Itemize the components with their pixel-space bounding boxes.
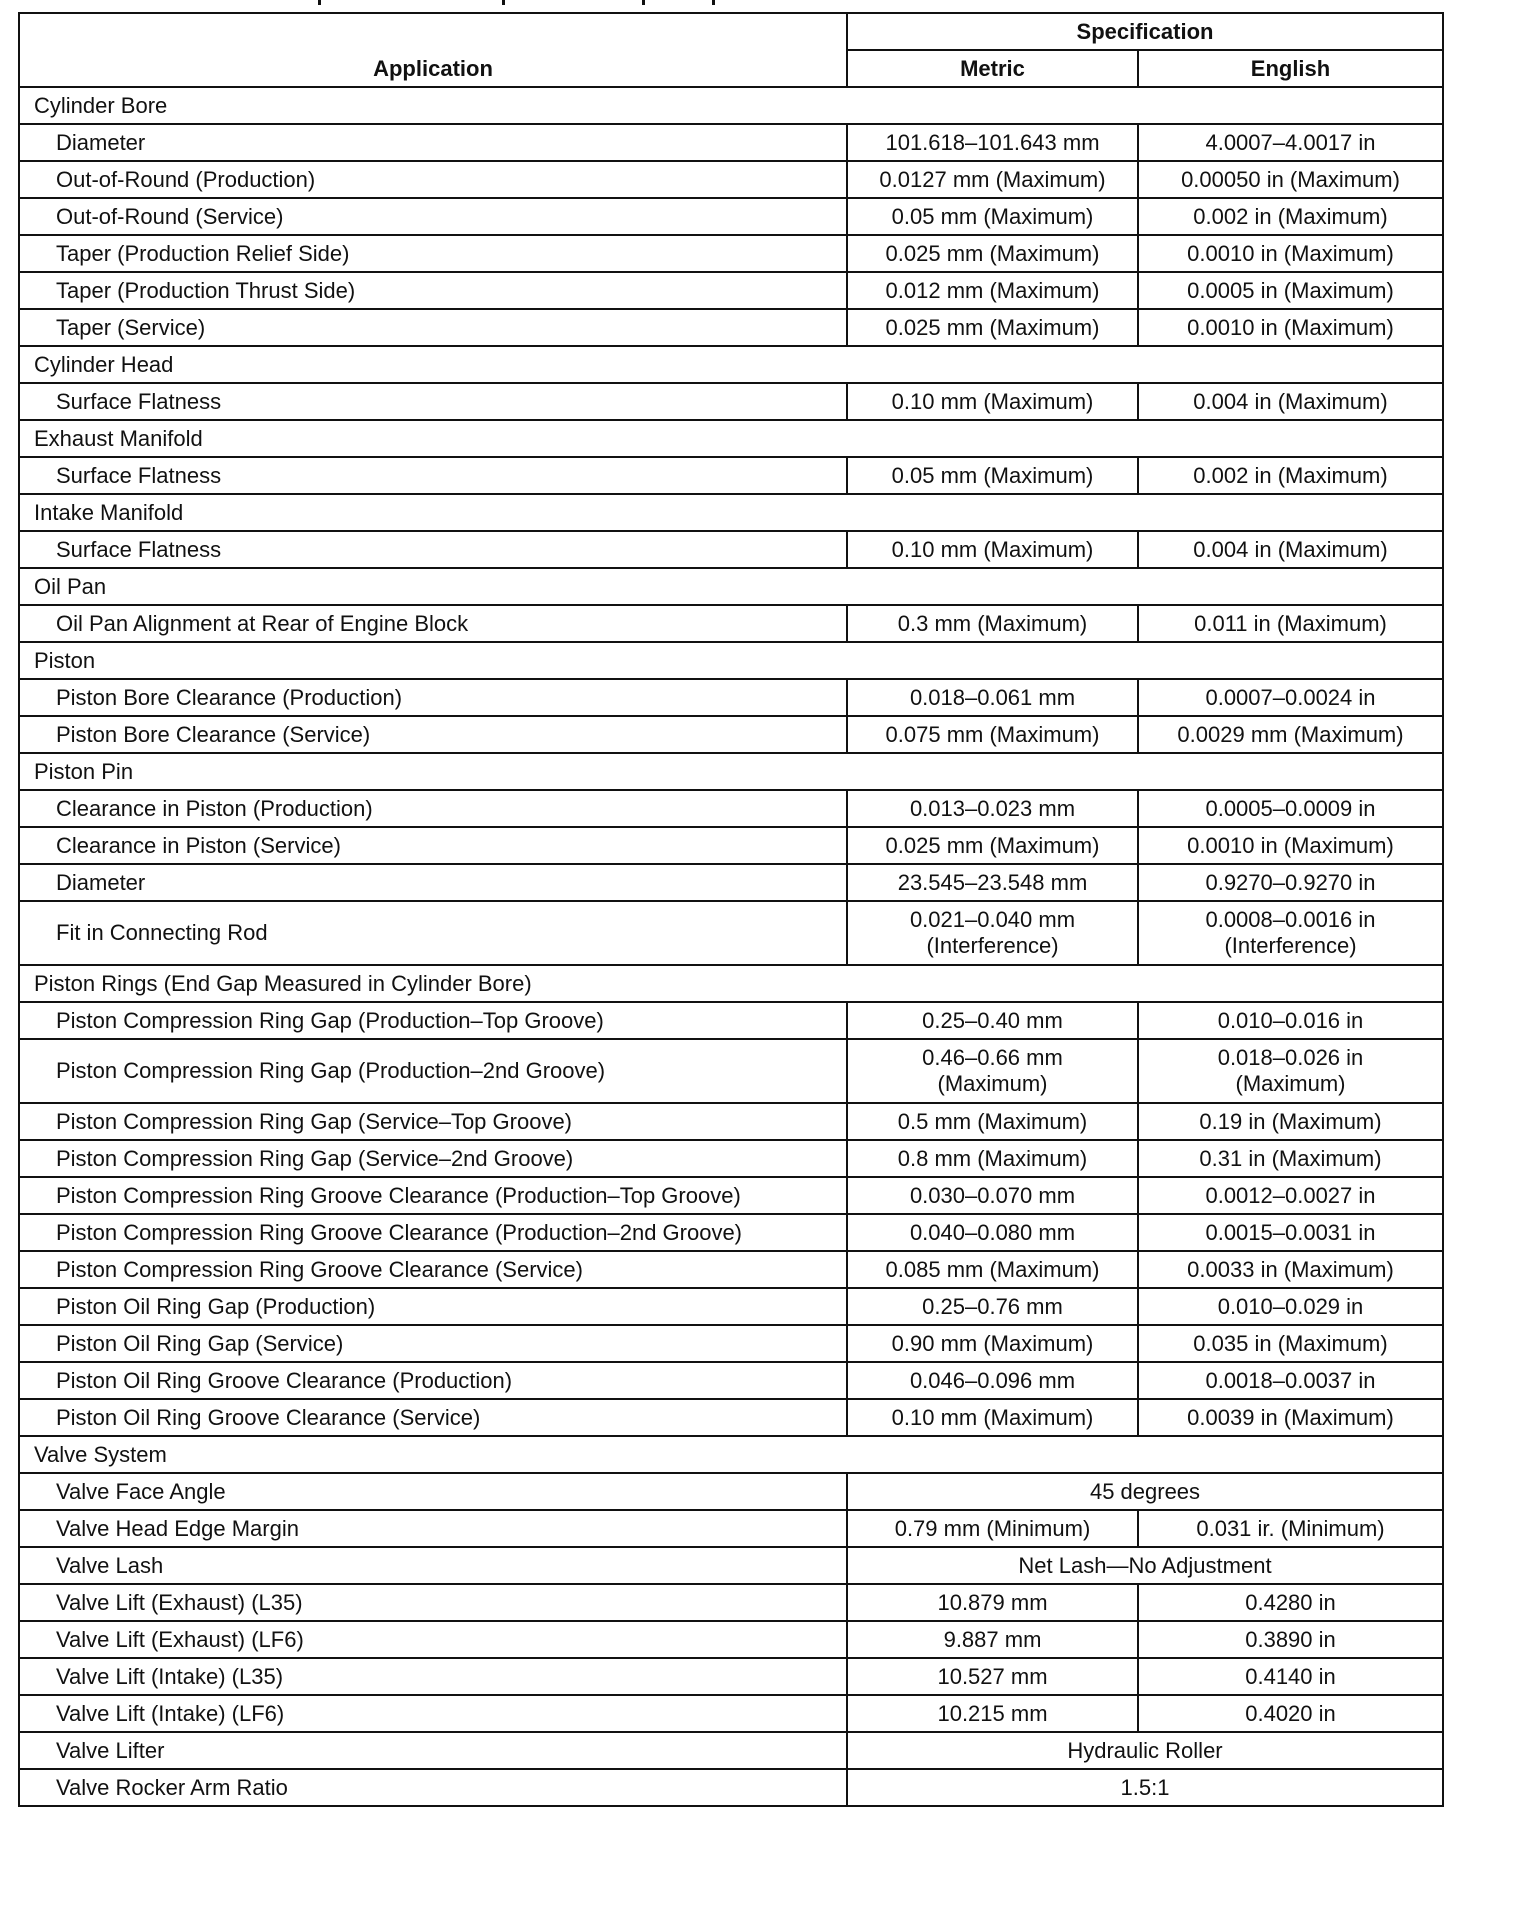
section-row xyxy=(19,642,1443,679)
english-cell-text: 0.004 in (Maximum) xyxy=(1193,536,1388,562)
metric-cell xyxy=(847,1103,1138,1140)
section-row xyxy=(19,87,1443,124)
section-heading xyxy=(19,494,1443,531)
english-cell-text: 0.011 in (Maximum) xyxy=(1194,610,1387,636)
english-cell-text: 0.0007–0.0024 in xyxy=(1205,684,1376,710)
application-cell-text: Out-of-Round (Production) xyxy=(56,166,316,192)
english-cell-text: 0.018–0.026 in xyxy=(1217,1045,1364,1070)
application-cell-text: Piston Compression Ring Gap (Production–2nd Groove) xyxy=(56,1058,606,1083)
table-row xyxy=(19,272,1443,309)
metric-cell-text: 0.05 mm (Maximum) xyxy=(891,203,1094,229)
english-cell-text: 0.002 in (Maximum) xyxy=(1193,462,1388,488)
application-cell xyxy=(19,901,847,965)
specification-cell xyxy=(847,1547,1443,1584)
english-cell xyxy=(1138,383,1443,420)
metric-cell xyxy=(847,1510,1138,1547)
table-row xyxy=(19,1103,1443,1140)
english-cell xyxy=(1138,605,1443,642)
table-body xyxy=(19,87,1443,1806)
metric-cell xyxy=(847,531,1138,568)
application-cell xyxy=(19,827,847,864)
table-row xyxy=(19,1621,1443,1658)
english-cell xyxy=(1138,827,1443,864)
english-cell xyxy=(1138,1325,1443,1362)
application-cell-text: Piston Bore Clearance (Production) xyxy=(56,684,403,710)
metric-cell xyxy=(847,1251,1138,1288)
table-row xyxy=(19,198,1443,235)
english-cell xyxy=(1138,1362,1443,1399)
application-cell-text: Clearance in Piston (Service) xyxy=(56,832,341,858)
table-row xyxy=(19,1473,1443,1510)
application-cell xyxy=(19,1140,847,1177)
application-cell xyxy=(19,864,847,901)
table-row xyxy=(19,790,1443,827)
metric-cell xyxy=(847,1325,1138,1362)
english-cell xyxy=(1138,1002,1443,1039)
application-cell-text: Valve Lift (Intake) (L35) xyxy=(56,1663,284,1689)
metric-cell-text: 0.10 mm (Maximum) xyxy=(891,536,1094,562)
application-cell xyxy=(19,309,847,346)
section-heading-text: Cylinder Head xyxy=(34,351,174,377)
application-cell xyxy=(19,716,847,753)
metric-cell xyxy=(847,679,1138,716)
english-cell xyxy=(1138,309,1443,346)
section-row xyxy=(19,346,1443,383)
english-cell xyxy=(1138,531,1443,568)
metric-cell xyxy=(847,309,1138,346)
application-cell xyxy=(19,457,847,494)
english-cell-text: 4.0007–4.0017 in xyxy=(1205,129,1376,155)
english-cell-text: 0.002 in (Maximum) xyxy=(1193,203,1388,229)
section-heading-text: Exhaust Manifold xyxy=(34,425,203,451)
table-row xyxy=(19,1002,1443,1039)
table-row xyxy=(19,1769,1443,1806)
application-cell xyxy=(19,1103,847,1140)
metric-cell-text: 101.618–101.643 mm xyxy=(885,129,1100,155)
application-cell xyxy=(19,161,847,198)
english-cell xyxy=(1138,864,1443,901)
english-cell xyxy=(1138,716,1443,753)
application-cell xyxy=(19,1547,847,1584)
metric-cell-text: 0.5 mm (Maximum) xyxy=(897,1108,1088,1134)
english-cell-text: 0.031 ir. (Minimum) xyxy=(1196,1515,1385,1541)
english-cell-text: 0.0018–0.0037 in xyxy=(1205,1367,1376,1393)
application-cell xyxy=(19,1362,847,1399)
english-cell-text: 0.0005 in (Maximum) xyxy=(1187,277,1394,303)
table-row xyxy=(19,1251,1443,1288)
english-cell-text: 0.0010 in (Maximum) xyxy=(1187,832,1394,858)
specification-cell xyxy=(847,1732,1443,1769)
english-cell-text: 0.4140 in xyxy=(1245,1663,1336,1689)
english-cell-text: (Interference) xyxy=(1224,933,1357,958)
english-cell-text: 0.4020 in xyxy=(1245,1700,1336,1726)
section-row xyxy=(19,1436,1443,1473)
metric-cell-text: 9.887 mm xyxy=(943,1626,1042,1652)
metric-cell-text: 0.25–0.76 mm xyxy=(922,1293,1063,1319)
section-heading-text: Valve System xyxy=(34,1441,167,1467)
table-row xyxy=(19,827,1443,864)
section-row xyxy=(19,753,1443,790)
application-cell-text: Diameter xyxy=(56,129,146,155)
metric-cell xyxy=(847,1002,1138,1039)
metric-cell xyxy=(847,1288,1138,1325)
table-row xyxy=(19,1140,1443,1177)
section-heading-text: Piston xyxy=(34,647,96,673)
metric-cell-text: 10.527 mm xyxy=(937,1663,1048,1689)
metric-cell-text: 0.030–0.070 mm xyxy=(909,1182,1076,1208)
header-english: English xyxy=(1138,50,1443,87)
metric-cell-text: 0.085 mm (Maximum) xyxy=(885,1256,1100,1282)
metric-cell-text: 0.3 mm (Maximum) xyxy=(897,610,1088,636)
english-cell-text: 0.035 in (Maximum) xyxy=(1193,1330,1388,1356)
application-cell xyxy=(19,679,847,716)
metric-cell xyxy=(847,901,1138,965)
english-cell-text: 0.4280 in xyxy=(1245,1589,1336,1615)
metric-cell-text: 0.8 mm (Maximum) xyxy=(897,1145,1088,1171)
metric-cell xyxy=(847,124,1138,161)
metric-cell xyxy=(847,1621,1138,1658)
application-cell xyxy=(19,1039,847,1103)
english-cell xyxy=(1138,679,1443,716)
table-row xyxy=(19,1695,1443,1732)
application-cell-text: Piston Oil Ring Gap (Service) xyxy=(56,1330,344,1356)
section-heading-text: Cylinder Bore xyxy=(34,92,168,118)
english-cell xyxy=(1138,1214,1443,1251)
section-heading xyxy=(19,1436,1443,1473)
application-cell xyxy=(19,1732,847,1769)
application-cell xyxy=(19,1251,847,1288)
metric-cell-text: 0.013–0.023 mm xyxy=(909,795,1076,821)
application-cell-text: Piston Compression Ring Gap (Service–2nd Groove) xyxy=(56,1145,574,1171)
section-heading xyxy=(19,642,1443,679)
application-cell-text: Piston Compression Ring Groove Clearance (Production–Top Groove) xyxy=(56,1182,741,1208)
application-cell xyxy=(19,531,847,568)
header-application: Application xyxy=(19,13,847,87)
metric-cell-text: (Maximum) xyxy=(937,1071,1048,1096)
section-heading xyxy=(19,420,1443,457)
specification-cell-text: 45 degrees xyxy=(1089,1478,1201,1504)
application-cell-text: Taper (Production Thrust Side) xyxy=(56,277,356,303)
application-cell-text: Piston Compression Ring Groove Clearance (Production–2nd Groove) xyxy=(56,1219,743,1245)
application-cell xyxy=(19,1177,847,1214)
specification-cell xyxy=(847,1769,1443,1806)
section-heading xyxy=(19,753,1443,790)
application-cell xyxy=(19,1214,847,1251)
english-cell xyxy=(1138,161,1443,198)
table-row xyxy=(19,1177,1443,1214)
application-cell xyxy=(19,1288,847,1325)
application-cell-text: Piston Oil Ring Groove Clearance (Production) xyxy=(56,1367,513,1393)
table-row xyxy=(19,1510,1443,1547)
metric-cell xyxy=(847,1584,1138,1621)
english-cell xyxy=(1138,1039,1443,1103)
metric-cell xyxy=(847,790,1138,827)
metric-cell xyxy=(847,1362,1138,1399)
section-heading xyxy=(19,568,1443,605)
section-heading xyxy=(19,965,1443,1002)
english-cell xyxy=(1138,1140,1443,1177)
english-cell xyxy=(1138,198,1443,235)
english-cell-text: 0.0010 in (Maximum) xyxy=(1187,240,1394,266)
cropped-text-remnants xyxy=(0,0,1520,10)
english-cell xyxy=(1138,235,1443,272)
metric-cell xyxy=(847,1177,1138,1214)
metric-cell xyxy=(847,827,1138,864)
application-cell xyxy=(19,198,847,235)
metric-cell xyxy=(847,1695,1138,1732)
english-cell-text: 0.0008–0.0016 in xyxy=(1205,907,1376,932)
english-cell xyxy=(1138,1621,1443,1658)
section-row xyxy=(19,420,1443,457)
table-row xyxy=(19,1584,1443,1621)
metric-cell-text: 0.79 mm (Minimum) xyxy=(894,1515,1091,1541)
metric-cell-text: 0.0127 mm (Maximum) xyxy=(879,166,1106,192)
table-row xyxy=(19,864,1443,901)
table-row xyxy=(19,679,1443,716)
metric-cell-text: 0.046–0.096 mm xyxy=(909,1367,1076,1393)
application-cell-text: Piston Oil Ring Gap (Production) xyxy=(56,1293,376,1319)
metric-cell-text: 0.025 mm (Maximum) xyxy=(885,832,1100,858)
application-cell-text: Piston Compression Ring Gap (Production–Top Groove) xyxy=(56,1007,604,1033)
application-cell xyxy=(19,272,847,309)
metric-cell-text: 0.025 mm (Maximum) xyxy=(885,314,1100,340)
metric-cell-text: 0.025 mm (Maximum) xyxy=(885,240,1100,266)
application-cell-text: Surface Flatness xyxy=(56,462,222,488)
metric-cell-text: 0.040–0.080 mm xyxy=(909,1219,1076,1245)
metric-cell-text: 0.10 mm (Maximum) xyxy=(891,388,1094,414)
metric-cell xyxy=(847,1658,1138,1695)
application-cell-text: Clearance in Piston (Production) xyxy=(56,795,373,821)
application-cell-text: Surface Flatness xyxy=(56,536,222,562)
table-row xyxy=(19,1288,1443,1325)
english-cell xyxy=(1138,1251,1443,1288)
table-row xyxy=(19,457,1443,494)
application-cell-text: Piston Compression Ring Gap (Service–Top Groove) xyxy=(56,1108,573,1134)
specification-cell xyxy=(847,1473,1443,1510)
english-cell-text: 0.004 in (Maximum) xyxy=(1193,388,1388,414)
application-cell-text: Out-of-Round (Service) xyxy=(56,203,284,229)
application-cell xyxy=(19,235,847,272)
english-cell-text: (Maximum) xyxy=(1235,1071,1346,1096)
application-cell-text: Valve Lash xyxy=(56,1552,164,1578)
application-cell xyxy=(19,383,847,420)
table-row xyxy=(19,161,1443,198)
english-cell xyxy=(1138,1510,1443,1547)
metric-cell xyxy=(847,1140,1138,1177)
english-cell xyxy=(1138,124,1443,161)
metric-cell-text: 0.012 mm (Maximum) xyxy=(885,277,1100,303)
table-row xyxy=(19,1658,1443,1695)
metric-cell xyxy=(847,864,1138,901)
metric-cell xyxy=(847,272,1138,309)
metric-cell-text: 0.021–0.040 mm xyxy=(909,907,1076,932)
english-cell-text: 0.31 in (Maximum) xyxy=(1199,1145,1382,1171)
english-cell xyxy=(1138,1177,1443,1214)
application-cell xyxy=(19,1510,847,1547)
engine-mechanical-specifications-table xyxy=(18,12,1444,1807)
table-row xyxy=(19,309,1443,346)
application-cell-text: Taper (Production Relief Side) xyxy=(56,240,350,266)
table-row xyxy=(19,716,1443,753)
application-cell xyxy=(19,1002,847,1039)
specification-cell-text: Hydraulic Roller xyxy=(1067,1737,1223,1763)
english-cell xyxy=(1138,1399,1443,1436)
section-heading xyxy=(19,87,1443,124)
metric-cell-text: 10.879 mm xyxy=(937,1589,1048,1615)
table-row xyxy=(19,901,1443,965)
application-cell-text: Oil Pan Alignment at Rear of Engine Block xyxy=(56,610,469,636)
english-cell-text: 0.0015–0.0031 in xyxy=(1205,1219,1376,1245)
application-cell xyxy=(19,605,847,642)
section-row xyxy=(19,494,1443,531)
metric-cell xyxy=(847,1214,1138,1251)
application-cell xyxy=(19,1658,847,1695)
metric-cell-text: 0.46–0.66 mm xyxy=(922,1045,1063,1070)
english-cell-text: 0.010–0.016 in xyxy=(1217,1007,1364,1033)
metric-cell xyxy=(847,198,1138,235)
application-cell xyxy=(19,1769,847,1806)
application-cell xyxy=(19,1621,847,1658)
table-row xyxy=(19,1214,1443,1251)
application-cell-text: Diameter xyxy=(56,869,146,895)
table-row xyxy=(19,1732,1443,1769)
english-cell-text: 0.19 in (Maximum) xyxy=(1199,1108,1382,1134)
metric-cell xyxy=(847,383,1138,420)
english-cell-text: 0.010–0.029 in xyxy=(1217,1293,1364,1319)
english-cell-text: 0.0010 in (Maximum) xyxy=(1187,314,1394,340)
metric-cell xyxy=(847,605,1138,642)
table-row xyxy=(19,605,1443,642)
metric-cell-text: 0.10 mm (Maximum) xyxy=(891,1404,1094,1430)
table-row xyxy=(19,1325,1443,1362)
metric-cell-text: 0.075 mm (Maximum) xyxy=(885,721,1100,747)
application-cell xyxy=(19,1325,847,1362)
application-cell xyxy=(19,124,847,161)
section-heading-text: Piston Pin xyxy=(34,758,134,784)
header-specification: Specification xyxy=(847,13,1443,50)
application-cell-text: Valve Lifter xyxy=(56,1737,165,1763)
application-cell-text: Taper (Service) xyxy=(56,314,206,340)
english-cell xyxy=(1138,901,1443,965)
english-cell-text: 0.0039 in (Maximum) xyxy=(1187,1404,1394,1430)
application-cell-text: Valve Lift (Exhaust) (L35) xyxy=(56,1589,303,1615)
english-cell xyxy=(1138,1103,1443,1140)
table-row xyxy=(19,124,1443,161)
header-metric: Metric xyxy=(847,50,1138,87)
application-cell-text: Valve Lift (Intake) (LF6) xyxy=(56,1700,285,1726)
metric-cell xyxy=(847,161,1138,198)
table-row xyxy=(19,235,1443,272)
english-cell xyxy=(1138,1695,1443,1732)
application-cell-text: Valve Lift (Exhaust) (LF6) xyxy=(56,1626,304,1652)
metric-cell-text: 0.25–0.40 mm xyxy=(922,1007,1063,1033)
application-cell-text: Piston Compression Ring Groove Clearance (Service) xyxy=(56,1256,583,1282)
metric-cell xyxy=(847,1039,1138,1103)
section-heading-text: Intake Manifold xyxy=(34,499,184,525)
table-row xyxy=(19,383,1443,420)
application-cell xyxy=(19,790,847,827)
metric-cell xyxy=(847,235,1138,272)
table-row xyxy=(19,1547,1443,1584)
section-heading-text: Piston Rings (End Gap Measured in Cylinder Bore) xyxy=(34,970,532,996)
english-cell-text: 0.0029 mm (Maximum) xyxy=(1177,721,1404,747)
metric-cell-text: 0.05 mm (Maximum) xyxy=(891,462,1094,488)
table-row xyxy=(19,1399,1443,1436)
english-cell xyxy=(1138,1658,1443,1695)
specification-cell-text: 1.5:1 xyxy=(1120,1774,1170,1800)
application-cell xyxy=(19,1399,847,1436)
metric-cell-text: 0.90 mm (Maximum) xyxy=(891,1330,1094,1356)
table-row xyxy=(19,1039,1443,1103)
english-cell xyxy=(1138,457,1443,494)
metric-cell xyxy=(847,716,1138,753)
english-cell-text: 0.0033 in (Maximum) xyxy=(1187,1256,1394,1282)
application-cell-text: Piston Oil Ring Groove Clearance (Service) xyxy=(56,1404,481,1430)
application-cell xyxy=(19,1473,847,1510)
metric-cell-text: (Interference) xyxy=(926,933,1059,958)
application-cell-text: Valve Head Edge Margin xyxy=(56,1515,299,1541)
application-cell xyxy=(19,1584,847,1621)
english-cell-text: 0.0005–0.0009 in xyxy=(1205,795,1376,821)
application-cell-text: Surface Flatness xyxy=(56,388,222,414)
specification-cell-text: Net Lash—No Adjustment xyxy=(1018,1552,1272,1578)
english-cell-text: 0.9270–0.9270 in xyxy=(1205,869,1376,895)
application-cell xyxy=(19,1695,847,1732)
table-row xyxy=(19,1362,1443,1399)
english-cell-text: 0.3890 in xyxy=(1245,1626,1336,1652)
application-cell-text: Piston Bore Clearance (Service) xyxy=(56,721,371,747)
metric-cell-text: 0.018–0.061 mm xyxy=(909,684,1076,710)
table-row xyxy=(19,531,1443,568)
english-cell-text: 0.00050 in (Maximum) xyxy=(1181,166,1400,192)
section-heading xyxy=(19,346,1443,383)
english-cell xyxy=(1138,1584,1443,1621)
english-cell xyxy=(1138,272,1443,309)
application-cell-text: Fit in Connecting Rod xyxy=(56,920,268,945)
metric-cell-text: 23.545–23.548 mm xyxy=(897,869,1088,895)
section-row xyxy=(19,568,1443,605)
application-cell-text: Valve Face Angle xyxy=(56,1478,226,1504)
english-cell-text: 0.0012–0.0027 in xyxy=(1205,1182,1376,1208)
english-cell xyxy=(1138,790,1443,827)
application-cell-text: Valve Rocker Arm Ratio xyxy=(56,1774,288,1800)
metric-cell-text: 10.215 mm xyxy=(937,1700,1048,1726)
section-row xyxy=(19,965,1443,1002)
section-heading-text: Oil Pan xyxy=(34,573,107,599)
metric-cell xyxy=(847,1399,1138,1436)
english-cell xyxy=(1138,1288,1443,1325)
metric-cell xyxy=(847,457,1138,494)
